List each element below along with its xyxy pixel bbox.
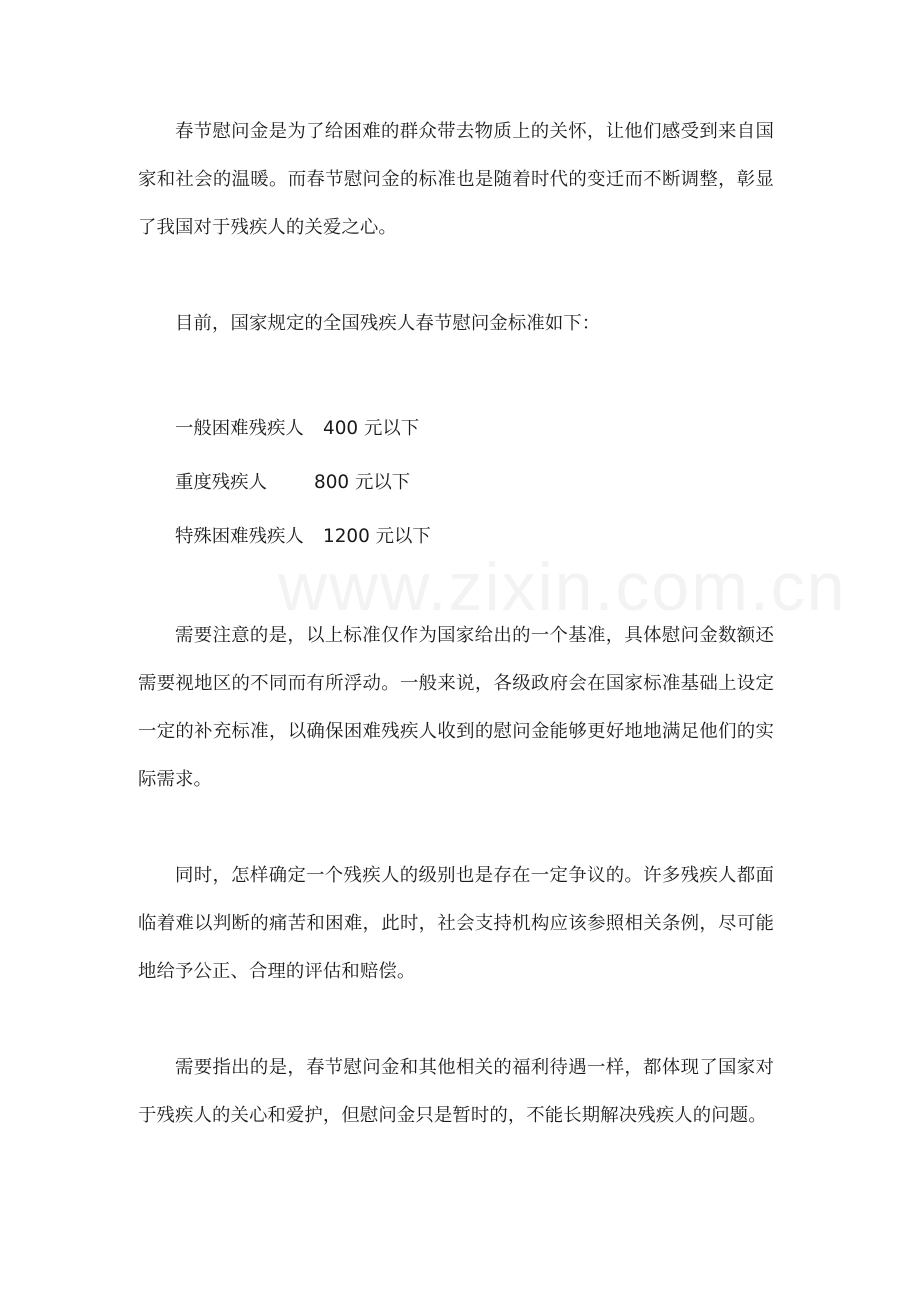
standard-category: 重度残疾人: [175, 472, 267, 493]
standard-amount: 400 元以下: [323, 418, 420, 439]
paragraph-classification: 同时，怎样确定一个残疾人的级别也是存在一定争议的。许多残疾人都面临着难以判断的痛苦和困难，此时，社会支持机构应该参照相关条例，尽可能地给予公正、合理的评估和赔偿。: [138, 865, 774, 982]
standard-category: 一般困难残疾人: [175, 418, 304, 439]
standard-row: [138, 510, 774, 564]
watermark-text: www.zixin.com.cn: [278, 549, 847, 625]
paragraph-note: 需要注意的是，以上标准仅作为国家给出的一个基准，具体慰问金数额还需要视地区的不同而有所浮动。一般来说，各级政府会在国家标准基础上设定一定的补充标准，以确保困难残疾人收到的慰问金能够更好地地满足他们的实际需求。: [138, 625, 774, 790]
paragraph-intro: 春节慰问金是为了给困难的群众带去物质上的关怀，让他们感受到来自国家和社会的温暖。而春节慰问金的标准也是随着时代的变迁而不断调整，彰显了我国对于残疾人的关爱之心。: [138, 121, 774, 238]
standard-row: [138, 402, 774, 456]
standard-amount: 1200 元以下: [323, 526, 431, 547]
paragraph-standards-intro: 目前，国家规定的全国残疾人春节慰问金标准如下：: [175, 313, 601, 334]
paragraph-conclusion: 需要指出的是，春节慰问金和其他相关的福利待遇一样，都体现了国家对于残疾人的关心和爱护，但慰问金只是暂时的，不能长期解决残疾人的问题。: [138, 1057, 774, 1126]
standards-list: [138, 402, 774, 564]
standard-row: [138, 456, 774, 510]
standard-amount: 800 元以下: [314, 472, 411, 493]
standard-category: 特殊困难残疾人: [175, 526, 304, 547]
document-page: [138, 108, 774, 1140]
